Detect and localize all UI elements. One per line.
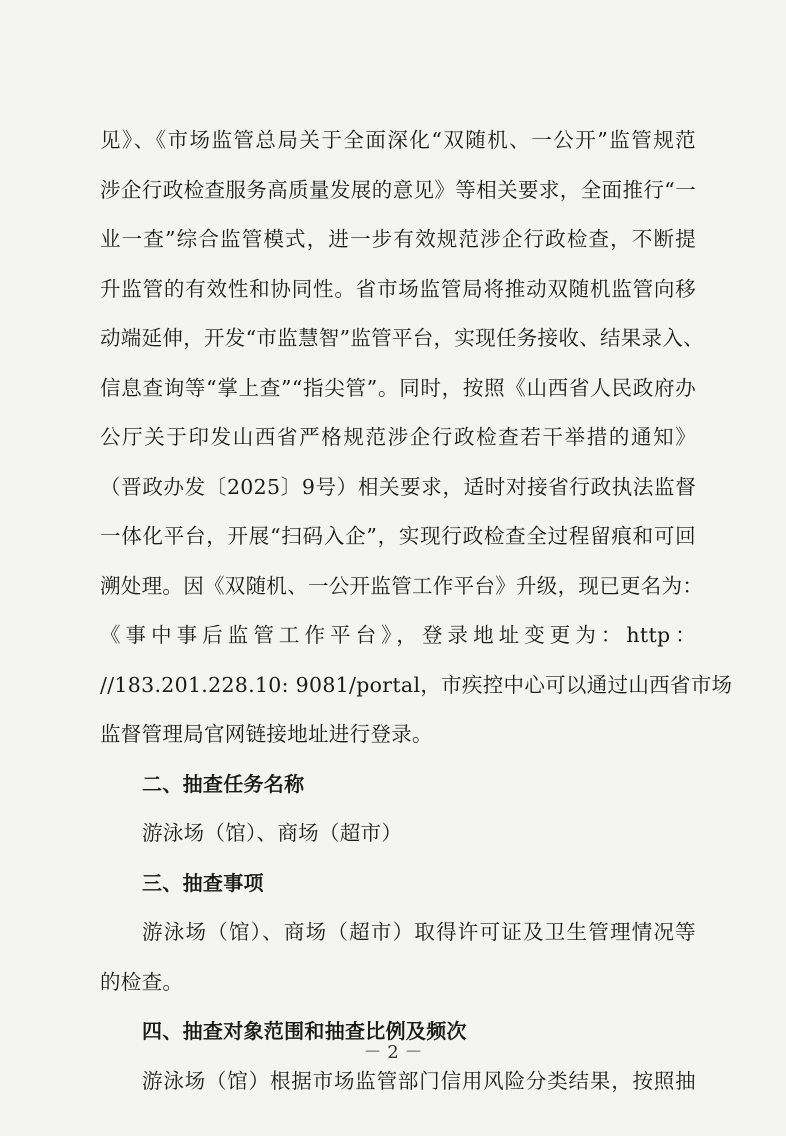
- paragraph-line: （晋政办发〔2025〕9号）相关要求，适时对接省行政执法监督: [100, 474, 696, 499]
- paragraph-line: 公厅关于印发山西省严格规范涉企行政检查若干举措的通知》: [100, 425, 696, 449]
- section-heading-items: 三、抽查事项: [142, 870, 264, 895]
- document-body: [100, 116, 733, 1106]
- section-heading-scope: 四、抽查对象范围和抽查比例及频次: [142, 1019, 467, 1043]
- paragraph-line: //183.201.228.10: 9081/portal，市疾控中心可以通过山西省市场: [100, 672, 733, 697]
- section-heading-task-name: 二、抽查任务名称: [142, 771, 305, 796]
- paragraph-line: 业一查”综合监管模式，进一步有效规范涉企行政检查，不断提: [100, 227, 696, 251]
- paragraph-line: 动端延伸，开发“市监慧智”监管平台，实现任务接收、结果录入、: [100, 326, 704, 350]
- page-number: － 2 －: [363, 1042, 423, 1063]
- section-body-items-cont: 的检查。: [100, 969, 184, 994]
- paragraph-line: 信息查询等“掌上查”“指尖管”。同时，按照《山西省人民政府办: [100, 375, 696, 400]
- paragraph-line: 《事中事后监管工作平台》，登录地址变更为：http：: [100, 623, 696, 647]
- paragraph-line: 溯处理。因《双随机、一公开监管工作平台》升级，现已更名为：: [100, 573, 704, 598]
- section-body-scope: 游泳场（馆）根据市场监管部门信用风险分类结果，按照抽: [142, 1068, 696, 1093]
- section-body-task-name: 游泳场（馆）、商场（超市）: [142, 821, 403, 845]
- paragraph-line: 升监管的有效性和协同性。省市场监管局将推动双随机监管向移: [100, 276, 696, 301]
- paragraph-line: 一体化平台，开展“扫码入企”，实现行政检查全过程留痕和可回: [100, 524, 696, 548]
- paragraph-line: 见》、《市场监管总局关于全面深化“双随机、一公开”监管规范: [100, 128, 696, 152]
- paragraph-line: 监督管理局官网链接地址进行登录。: [100, 722, 433, 746]
- section-body-items: 游泳场（馆）、商场（超市）取得许可证及卫生管理情况等: [142, 920, 696, 944]
- paragraph-line: 涉企行政检查服务高质量发展的意见》等相关要求，全面推行“一: [100, 177, 696, 202]
